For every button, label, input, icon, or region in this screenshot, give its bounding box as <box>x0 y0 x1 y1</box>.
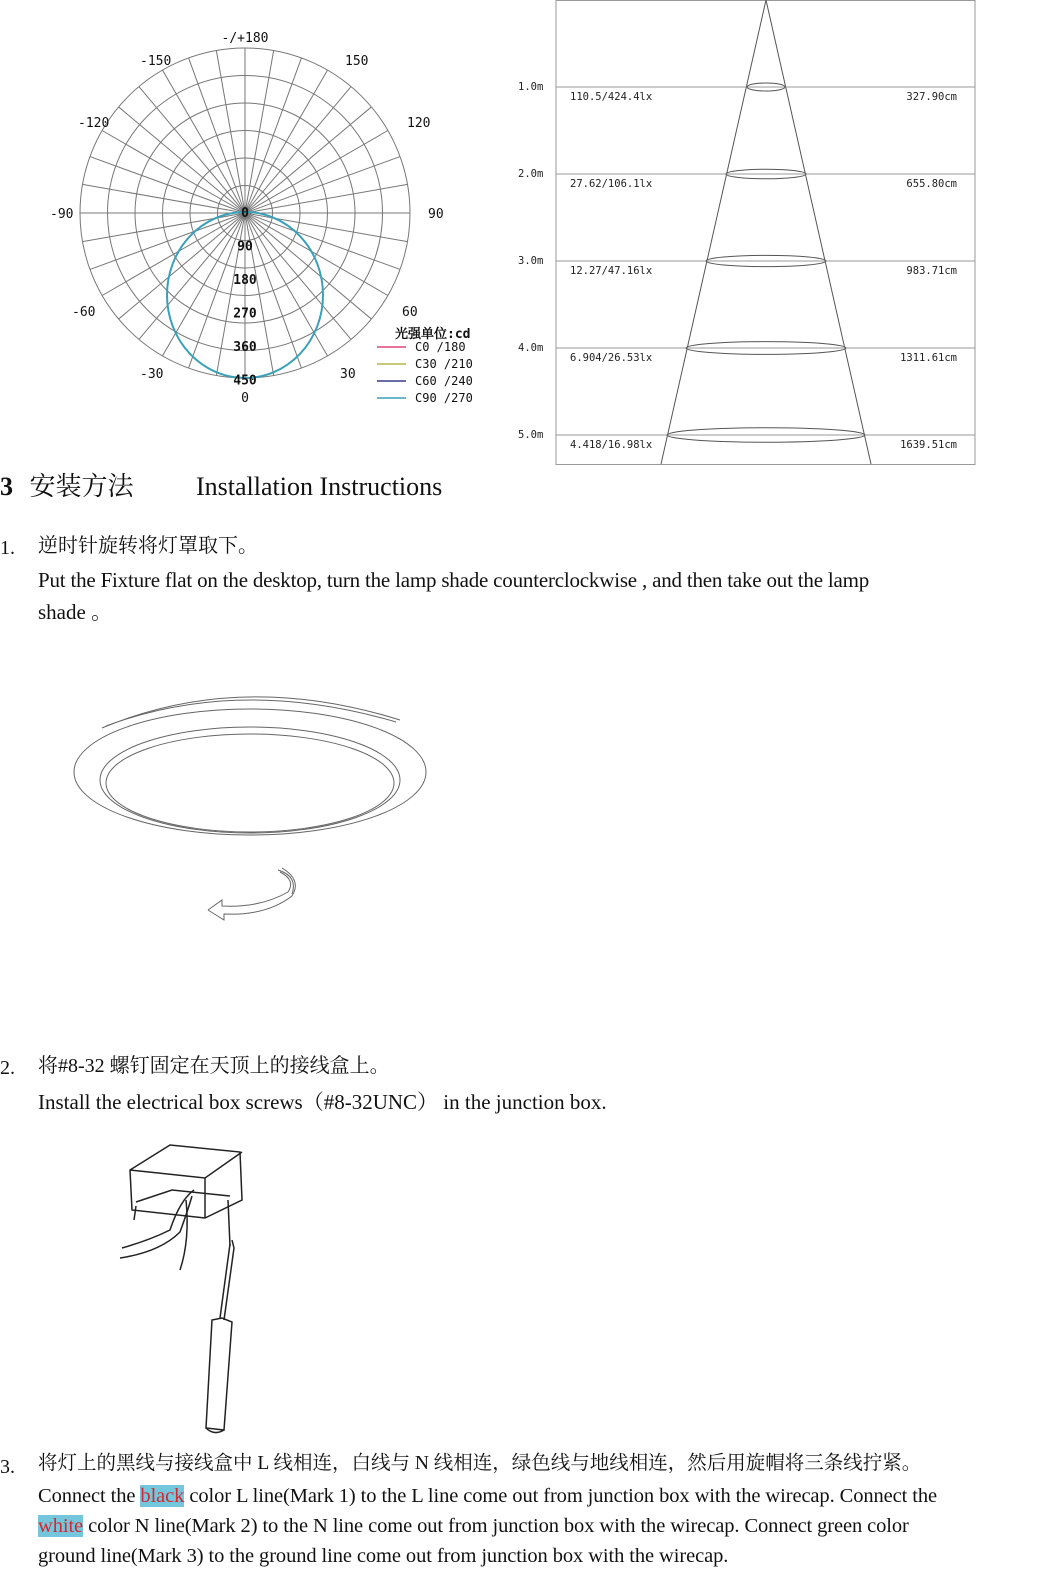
polar-angle-label: -120 <box>78 116 110 131</box>
highlight-black: black <box>140 1485 185 1507</box>
step-1-en-line2: shade 。 <box>38 600 113 624</box>
step-1-cn: 逆时针旋转将灯罩取下。 <box>38 535 258 557</box>
polar-angle-label: -30 <box>140 367 164 382</box>
step-3-en-line3: ground line(Mark 3) to the ground line come out from junction box with the wirecap. <box>38 1545 729 1567</box>
cone-edge <box>766 0 871 464</box>
polar-radial-label: 360 <box>233 340 257 355</box>
polar-angle-label: -150 <box>140 54 172 69</box>
cone-diameter-label: 327.90cm <box>906 91 957 103</box>
step-3-line1-pre: Connect the <box>38 1485 141 1507</box>
step-3-line1-post: color L line(Mark 1) to the L line come out from junction box with the wirecap. Connect the <box>184 1485 938 1507</box>
cone-distance-label: 3.0m <box>518 255 544 267</box>
polar-angle-label: -90 <box>50 207 74 222</box>
cone-distance-label: 1.0m <box>518 81 544 93</box>
polar-labels <box>50 31 444 406</box>
polar-intensity-chart <box>40 20 500 420</box>
legend-title: 光强单位:cd <box>395 327 471 342</box>
legend-label: C0 /180 <box>415 340 466 354</box>
step-2-number: 2. <box>0 1057 15 1079</box>
polar-radial-label: 450 <box>233 373 257 389</box>
polar-radial-label: 180 <box>233 273 257 288</box>
step-3-line2-post: color N line(Mark 2) to the N line come out from junction box with the wirecap. Connect green color <box>83 1515 909 1537</box>
polar-angle-label: 0 <box>241 391 249 406</box>
polar-angle-label: 150 <box>345 54 369 69</box>
step-3-number: 3. <box>0 1456 15 1478</box>
polar-angle-label: 30 <box>340 367 356 382</box>
legend-label: C30 /210 <box>415 357 473 371</box>
cone-distance-label: 5.0m <box>518 429 544 441</box>
polar-radial-label: 90 <box>237 239 253 255</box>
lamp-shade-illustration <box>60 680 450 940</box>
polar-legend <box>377 340 473 405</box>
cone-distance-label: 4.0m <box>518 342 544 354</box>
cone-illuminance-label: 12.27/47.16lx <box>570 265 653 277</box>
step-2-en: Install the electrical box screws（#8-32UNC） in the junction box. <box>38 1090 607 1114</box>
polar-angle-label: -/+180 <box>221 31 269 46</box>
cone-illuminance-label: 27.62/106.1lx <box>570 178 653 190</box>
cone-illuminance-chart <box>515 0 980 468</box>
cone-diameter-label: 1639.51cm <box>900 439 957 451</box>
cone-illuminance-label: 4.418/16.98lx <box>570 439 653 451</box>
cone-diameter-label: 655.80cm <box>906 178 957 190</box>
legend-label: C60 /240 <box>415 374 473 388</box>
polar-angle-label: 90 <box>428 207 444 222</box>
section-number: 3 <box>0 472 13 501</box>
polar-angle-label: 60 <box>402 305 418 320</box>
cone-shape <box>556 0 975 464</box>
junction-box-illustration <box>110 1140 270 1440</box>
polar-angle-label: -60 <box>72 305 96 320</box>
step-1-number: 1. <box>0 537 15 559</box>
legend-label: C90 /270 <box>415 391 473 405</box>
cone-edge <box>661 0 766 464</box>
highlight-white: white <box>38 1515 84 1537</box>
cone-diameter-label: 983.71cm <box>906 265 957 277</box>
cone-illuminance-label: 6.904/26.53lx <box>570 352 653 364</box>
cone-frame <box>556 1 975 465</box>
cone-diameter-label: 1311.61cm <box>900 352 957 364</box>
section-title-en: Installation Instructions <box>196 472 443 501</box>
step-1-en-line1: Put the Fixture flat on the desktop, turn the lamp shade counterclockwise , and then take out the lamp <box>38 568 870 592</box>
step-3-en-line2 <box>38 1514 909 1538</box>
section-heading <box>0 470 442 504</box>
step-3-cn: 将灯上的黑线与接线盒中 L 线相连，白线与 N 线相连，绿色线与地线相连，然后用旋帽将三条线拧紧。 <box>38 1453 922 1474</box>
cone-distance-label: 2.0m <box>518 168 544 180</box>
polar-radial-label: 270 <box>233 306 257 322</box>
cone-illuminance-label: 110.5/424.4lx <box>570 91 653 103</box>
section-title-cn: 安装方法 <box>29 472 134 501</box>
polar-angle-label: 120 <box>407 116 431 131</box>
step-3-en-line1 <box>38 1484 937 1508</box>
polar-radial-label: 0 <box>241 206 249 221</box>
step-2-cn: 将#8-32 螺钉固定在天顶上的接线盒上。 <box>38 1055 390 1077</box>
